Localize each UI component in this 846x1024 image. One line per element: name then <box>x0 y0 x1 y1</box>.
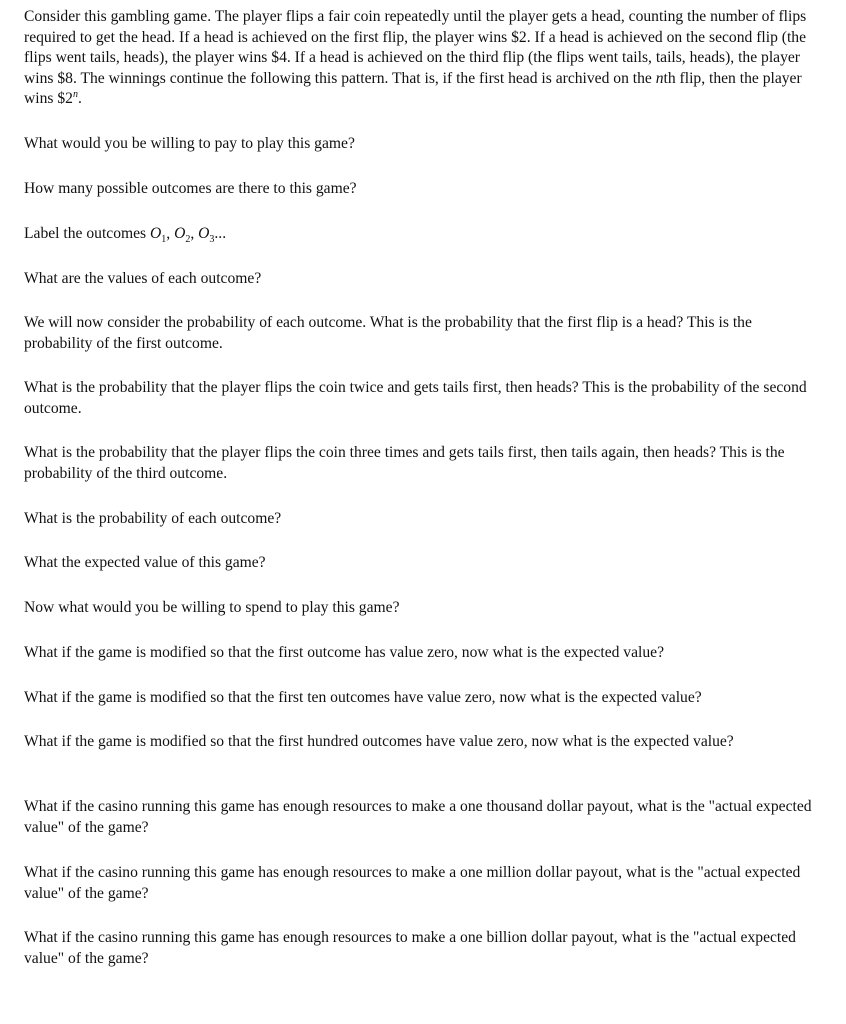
outcome-o3-subscript: 3 <box>209 234 215 246</box>
question-expected-value: What the expected value of this game? <box>24 554 266 571</box>
question-mod-hundred: What if the game is modified so that the first hundred outcomes have value zero, now what is the expected value? <box>24 733 734 750</box>
question-values: What are the values of each outcome? <box>24 270 262 287</box>
question-prob-each: What is the probability of each outcome? <box>24 510 282 527</box>
intro-text: Consider this gambling game. The player flips a fair coin repeatedly until the player gets a head, counting the number of flips required to get the head. If a head is achieved on the first flip, the player wins $2. If a head is achieved on the second flip (the flips went tails, heads), the player wins $4. If a head is achieved on the third flip (the flips went tails, tails, heads), the player wins $8. The winnings continue the following this pattern. That is, if the first head is archived on the <box>24 8 807 87</box>
question-prob-first: We will now consider the probability of each outcome. What is the probability that the first flip is a head? This is the probability of the first outcome. <box>24 314 752 352</box>
intro-mid-text: th flip, then the player wins $2 <box>24 69 802 107</box>
outcome-separator: , <box>190 225 199 242</box>
question-mod-ten: What if the game is modified so that the first ten outcomes have value zero, now what is the expected value? <box>24 689 702 706</box>
question-casino-million: What if the casino running this game has enough resources to make a one million dollar payout, what is the "actual expected value" of the game? <box>24 864 801 902</box>
intro-var-n: n <box>655 69 664 87</box>
question-pay: What would you be willing to pay to play this game? <box>24 135 355 152</box>
question-prob-second: What is the probability that the player flips the coin twice and gets tails first, then heads? This is the probability of the second outcome. <box>24 379 807 417</box>
outcome-o2-subscript: 2 <box>185 234 191 246</box>
intro-end: . <box>77 90 82 107</box>
outcome-o3: O <box>198 225 210 242</box>
outcome-separator: , <box>166 225 175 242</box>
outcome-o1-subscript: 1 <box>161 234 167 246</box>
outcome-ellipsis: ... <box>214 225 227 242</box>
label-outcomes-line <box>24 224 814 245</box>
intro-paragraph <box>24 7 814 110</box>
question-mod-first: What if the game is modified so that the first outcome has value zero, now what is the expected value? <box>24 644 664 661</box>
question-spend: Now what would you be willing to spend to play this game? <box>24 599 400 616</box>
question-casino-billion: What if the casino running this game has enough resources to make a one billion dollar payout, what is the "actual expected value" of the game? <box>24 929 796 967</box>
outcome-o1: O <box>150 225 162 242</box>
question-casino-thousand: What if the casino running this game has enough resources to make a one thousand dollar payout, what is the "actual expected value" of the game? <box>24 798 812 836</box>
label-outcomes-prefix: Label the outcomes <box>24 225 151 242</box>
intro-exponent-n: n <box>72 88 78 100</box>
outcome-o2: O <box>174 225 186 242</box>
question-outcomes-count: How many possible outcomes are there to this game? <box>24 180 357 197</box>
question-prob-third: What is the probability that the player flips the coin three times and gets tails first, then tails again, then heads? This is the probability of the third outcome. <box>24 444 785 482</box>
